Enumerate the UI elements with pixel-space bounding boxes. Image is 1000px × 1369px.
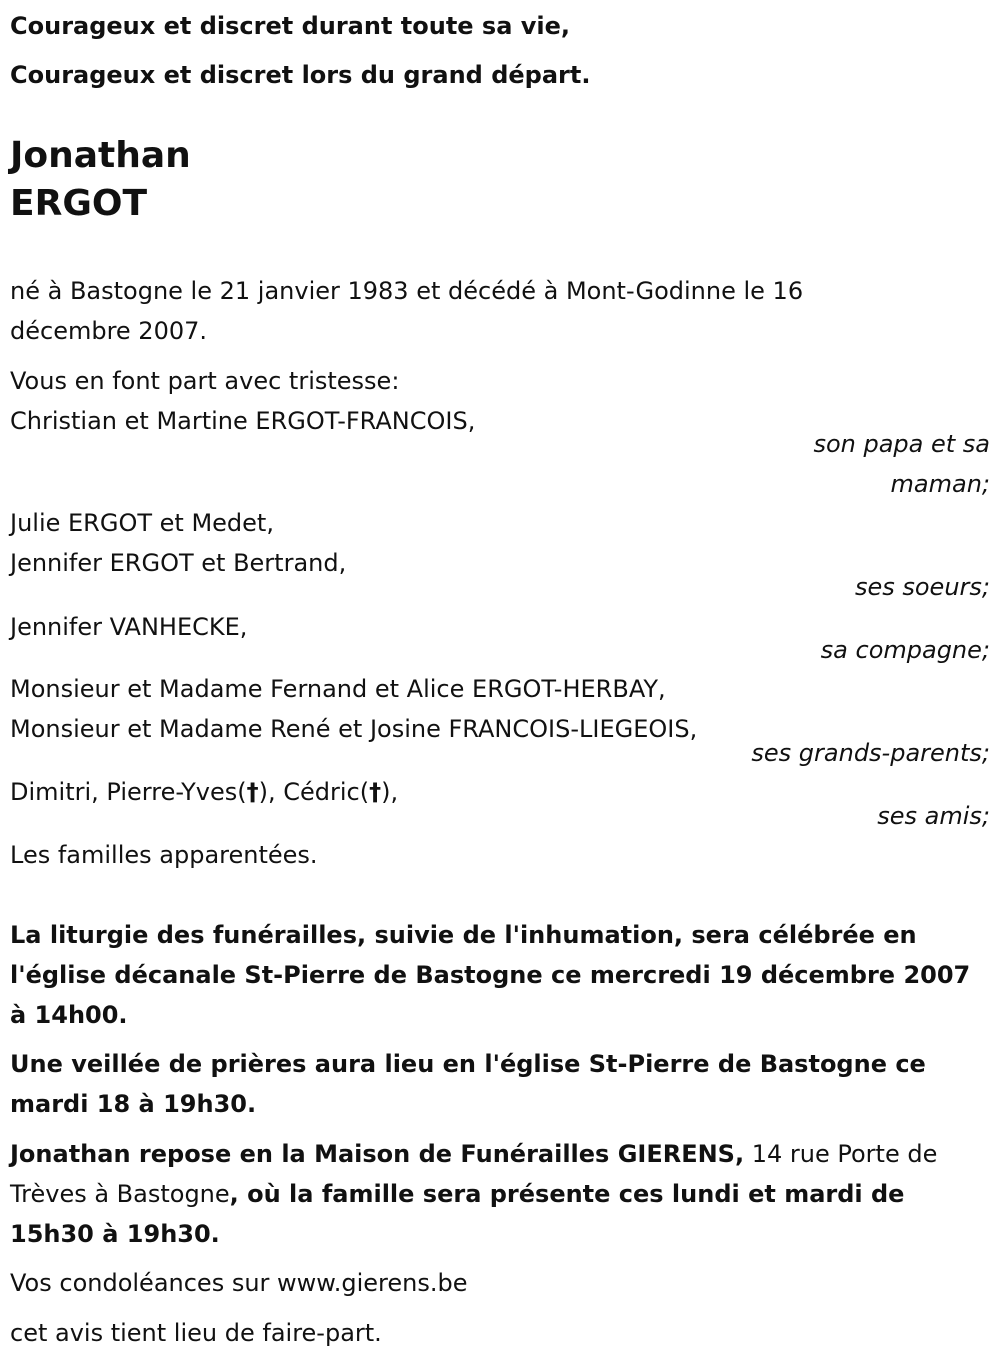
friends-role: ses amis;	[877, 802, 990, 830]
cross-icon: †	[369, 778, 382, 806]
birth-death-line-2: décembre 2007.	[10, 317, 208, 345]
parents-role-line-2: maman;	[890, 470, 990, 498]
repose-line-2-bold: , où la famille sera présente ces lundi et mardi de	[229, 1180, 905, 1208]
family-grandparents-2: Monsieur et Madame René et Josine FRANCOIS-LIEGEOIS,	[10, 715, 698, 743]
partner-role: sa compagne;	[820, 636, 990, 664]
friends-text-a: Dimitri, Pierre-Yves(	[10, 778, 247, 806]
repose-line-1	[10, 1139, 937, 1169]
sisters-role: ses soeurs;	[854, 573, 990, 601]
repose-line-2-regular: Trèves à Bastogne	[10, 1180, 230, 1208]
vigil-line-2: mardi 18 à 19h30.	[10, 1090, 257, 1118]
friends-text-c: ),	[381, 778, 399, 806]
motto-line-2: Courageux et discret lors du grand départ.	[10, 61, 591, 89]
family-sister-1: Julie ERGOT et Medet,	[10, 509, 274, 537]
repose-line-1-regular: 14 rue Porte de	[744, 1140, 938, 1168]
repose-line-2	[10, 1179, 904, 1209]
condolences-text: Vos condoléances sur www.gierens.be	[10, 1269, 468, 1297]
grandparents-role: ses grands-parents;	[751, 739, 990, 767]
deceased-last-name: ERGOT	[10, 183, 148, 224]
funeral-line-1: La liturgie des funérailles, suivie de l'inhumation, sera célébrée en	[10, 921, 917, 949]
vigil-line-1: Une veillée de prières aura lieu en l'église St-Pierre de Bastogne ce	[10, 1050, 926, 1078]
repose-line-1-bold: Jonathan repose en la Maison de Funérailles GIERENS,	[10, 1140, 745, 1168]
family-friends	[10, 777, 398, 807]
repose-line-3: 15h30 à 19h30.	[10, 1220, 220, 1248]
family-partner: Jennifer VANHECKE,	[10, 613, 248, 641]
family-relatives: Les familles apparentées.	[10, 841, 318, 869]
motto-line-1: Courageux et discret durant toute sa vie,	[10, 12, 571, 40]
deceased-first-name: Jonathan	[10, 135, 191, 176]
announcement-intro: Vous en font part avec tristesse:	[10, 367, 400, 395]
family-sister-2: Jennifer ERGOT et Bertrand,	[10, 549, 347, 577]
cross-icon: †	[246, 778, 259, 806]
parents-role-line-1: son papa et sa	[813, 430, 990, 458]
birth-death-line-1: né à Bastogne le 21 janvier 1983 et décédé à Mont-Godinne le 16	[10, 277, 804, 305]
notice-text: cet avis tient lieu de faire-part.	[10, 1319, 382, 1347]
funeral-line-3: à 14h00.	[10, 1001, 128, 1029]
friends-text-b: ), Cédric(	[258, 778, 370, 806]
family-parents: Christian et Martine ERGOT-FRANCOIS,	[10, 407, 476, 435]
funeral-line-2: l'église décanale St-Pierre de Bastogne ce mercredi 19 décembre 2007	[10, 961, 971, 989]
family-grandparents-1: Monsieur et Madame Fernand et Alice ERGOT-HERBAY,	[10, 675, 666, 703]
